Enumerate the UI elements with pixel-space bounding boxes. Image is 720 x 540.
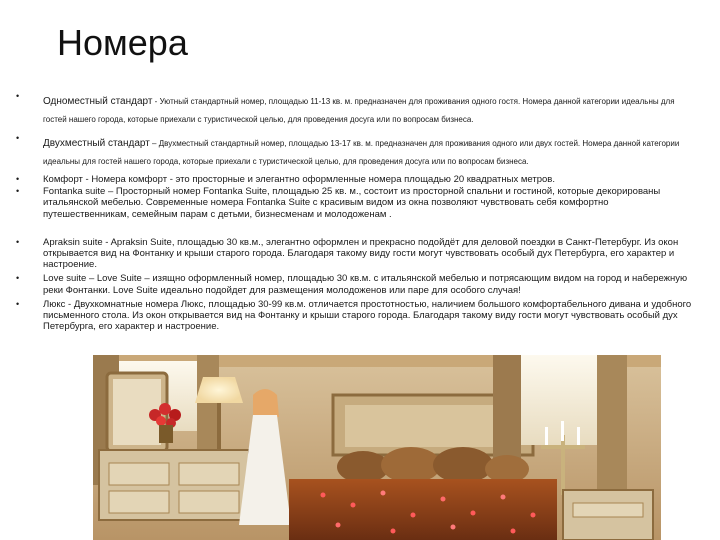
hotel-room-photo [93,355,661,540]
bullet-icon: • [16,133,20,143]
room-description: Комфорт - Номера комфорт - это просторные и элегантно оформленные номера площадью 20 квадратных метров. [43,174,555,185]
bullet-icon: • [16,91,20,101]
room-list [16,91,696,332]
room-description: Apraksin suite - Apraksin Suite, площадью 30 кв.м., элегантно оформлен и прекрасно подойдёт для деловой поездки в Санкт-Петербург. Из окон открывается вид на Фонтанку и крыши старого города. Благодаря такому виду гости могут чувствовать особый дух Петербурга, его характер и настроение. [43,236,679,271]
room-item-single-standard [16,91,696,127]
room-item-comfort [16,174,696,185]
bullet-icon: • [16,186,20,197]
room-description: Love suite – Love Suite – изящно оформленный номер, площадью 30 кв.м. с итальянской мебелью и потрясающим видом на город и набережную реки Фонтанки. Love Suite идеально подойдет для размещения молодоженов или паре для особого случая! [43,273,688,296]
bullet-icon: • [16,236,20,247]
bullet-icon: • [16,298,20,309]
room-item-lux [16,299,696,333]
room-item-apraksin-suite [16,237,696,271]
room-name: Одноместный стандарт [43,96,153,107]
room-item-double-standard [16,133,696,169]
room-item-love-suite [16,273,696,295]
bullet-icon: • [16,273,20,284]
bullet-icon: • [16,174,20,184]
page-title: Номера [57,22,188,63]
room-description: – Двухместный стандартный номер, площадью 13-17 кв. м. предназначен для проживания одного или двух гостей. Номера данной категории идеальны для гостей нашего города, которые приехали с туристической целью, для проведения досуга или по вопросам бизнеса. [43,139,680,166]
room-name: Двухместный стандарт [43,138,150,149]
room-description: Люкс - Двухкомнатные номера Люкс, площадью 30-99 кв.м. отличается простотностью, наличием большого комфортабельного дивана и удобного письменного стола. Из окон открывается вид на Фонтанку и крыши старого города. Благодаря такому виду гости могут чувствовать особый дух Петербурга, его характер и настроение. [43,298,692,333]
room-description: Fontanka suite – Просторный номер Fontanka Suite, площадью 25 кв. м., состоит из просторной спальни и гостиной, которые декорированы итальянской мебелью. Современные номера Fontanka Suite с красивым видом из окна позволяют чувствовать себя комфортно путешественникам, семейным парам с детьми, бизнесменам и молодоженам . [43,186,661,220]
room-description: - Уютный стандартный номер, площадью 11-13 кв. м. предназначен для проживания одного гостя. Номера данной категории идеальны для гостей нашего города, которые приехали с туристической целью, для проведения досуга или по вопросам бизнеса. [43,97,675,124]
room-item-fontanka-suite [16,186,696,220]
